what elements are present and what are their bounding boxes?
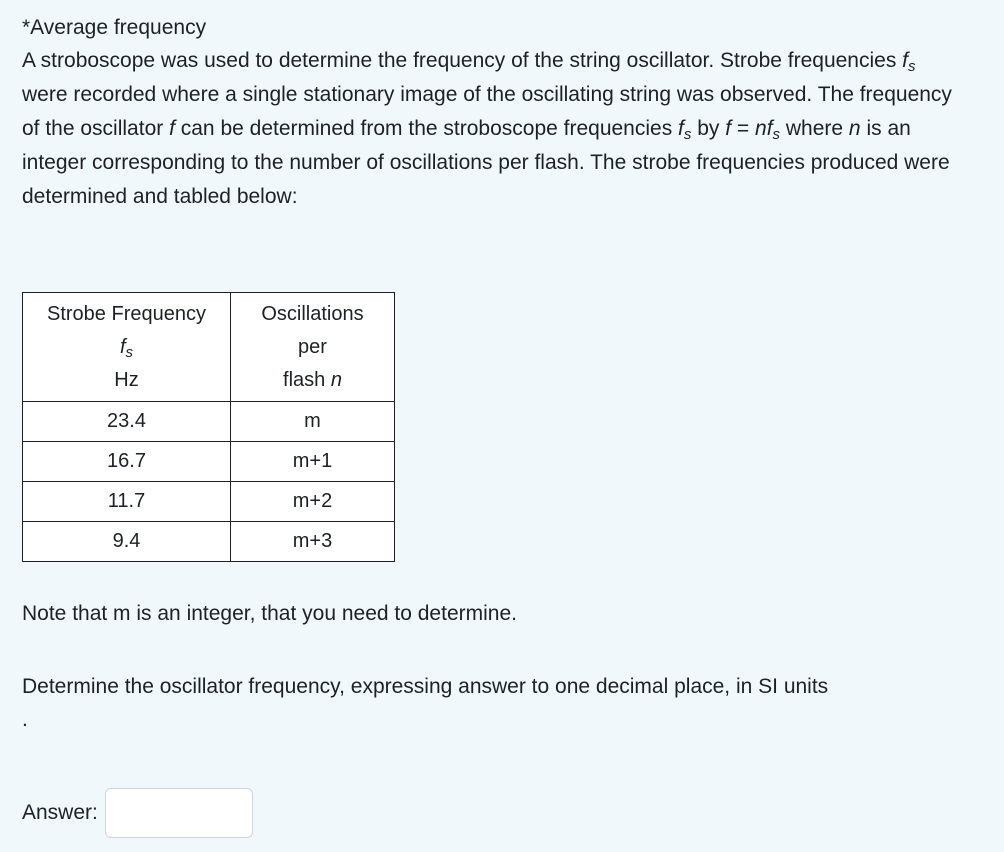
table-row bbox=[23, 482, 395, 522]
strobe-frequency-table bbox=[22, 292, 395, 562]
header-strobe-frequency bbox=[23, 293, 231, 402]
symbol-subscript-s: s bbox=[683, 126, 692, 143]
header-col2-flash: flash bbox=[283, 368, 331, 391]
note-text: Note that m is an integer, that you need to determine. bbox=[22, 602, 517, 625]
symbol-f: f bbox=[119, 335, 126, 358]
symbol-subscript-s: s bbox=[772, 126, 781, 143]
symbol-f: f bbox=[725, 117, 732, 140]
intro-text-2: were recorded where a single stationary image of the oscillating string was observed. The frequency of the oscillator bbox=[22, 83, 952, 140]
header-col1-label: Strobe Frequency bbox=[47, 302, 206, 325]
intro-text-5: where bbox=[780, 117, 849, 140]
intro-text-3: can be determined from the stroboscope frequencies bbox=[174, 117, 679, 140]
cell-strobe-frequency: 23.4 bbox=[23, 402, 231, 442]
header-oscillations bbox=[231, 293, 395, 402]
cell-strobe-frequency: 9.4 bbox=[23, 522, 231, 562]
symbol-n: n bbox=[330, 368, 342, 391]
cell-strobe-frequency: 11.7 bbox=[23, 482, 231, 522]
cell-strobe-frequency: 16.7 bbox=[23, 442, 231, 482]
question-intro bbox=[22, 44, 962, 214]
prompt-text: Determine the oscillator frequency, expressing answer to one decimal place, in SI units bbox=[22, 675, 829, 698]
symbol-f: f bbox=[169, 117, 175, 140]
answer-label: Answer: bbox=[22, 801, 98, 824]
answer-row bbox=[22, 786, 253, 840]
answer-input[interactable] bbox=[105, 788, 253, 838]
intro-text-1: A stroboscope was used to determine the frequency of the string oscillator. Strobe frequencies bbox=[22, 49, 903, 72]
question-prompt bbox=[22, 670, 972, 736]
prompt-trailing-period: . bbox=[22, 708, 28, 731]
table-row bbox=[23, 402, 395, 442]
symbol-nfs bbox=[755, 117, 781, 143]
cell-oscillations: m+2 bbox=[231, 482, 395, 522]
cell-oscillations: m+1 bbox=[231, 442, 395, 482]
header-col2-line3 bbox=[231, 364, 394, 397]
header-col1-unit: Hz bbox=[114, 368, 139, 391]
table-header-row bbox=[23, 293, 395, 402]
symbol-f: f bbox=[678, 117, 684, 140]
symbol-nf: nf bbox=[755, 117, 773, 140]
symbol-subscript-s: s bbox=[908, 58, 916, 75]
question-text bbox=[22, 12, 962, 214]
symbol-f: f bbox=[902, 49, 909, 72]
intro-text-6: is an integer corresponding to the number of oscillations per flash. The strobe frequencies produced were determined and tabled below: bbox=[22, 117, 950, 208]
symbol-fs bbox=[902, 49, 916, 75]
cell-oscillations: m bbox=[231, 402, 395, 442]
symbol-n: n bbox=[848, 117, 861, 140]
header-col2-line2: per bbox=[298, 335, 327, 358]
header-col2-line1: Oscillations bbox=[261, 302, 364, 325]
header-col1-symbol bbox=[23, 331, 230, 364]
intro-text-4: by bbox=[691, 117, 726, 140]
question-title: *Average frequency bbox=[22, 16, 207, 39]
cell-oscillations: m+3 bbox=[231, 522, 395, 562]
symbol-subscript-s: s bbox=[125, 343, 134, 361]
symbol-fs bbox=[678, 117, 692, 143]
symbol-equals: = bbox=[731, 117, 756, 140]
table-row bbox=[23, 442, 395, 482]
table-row bbox=[23, 522, 395, 562]
